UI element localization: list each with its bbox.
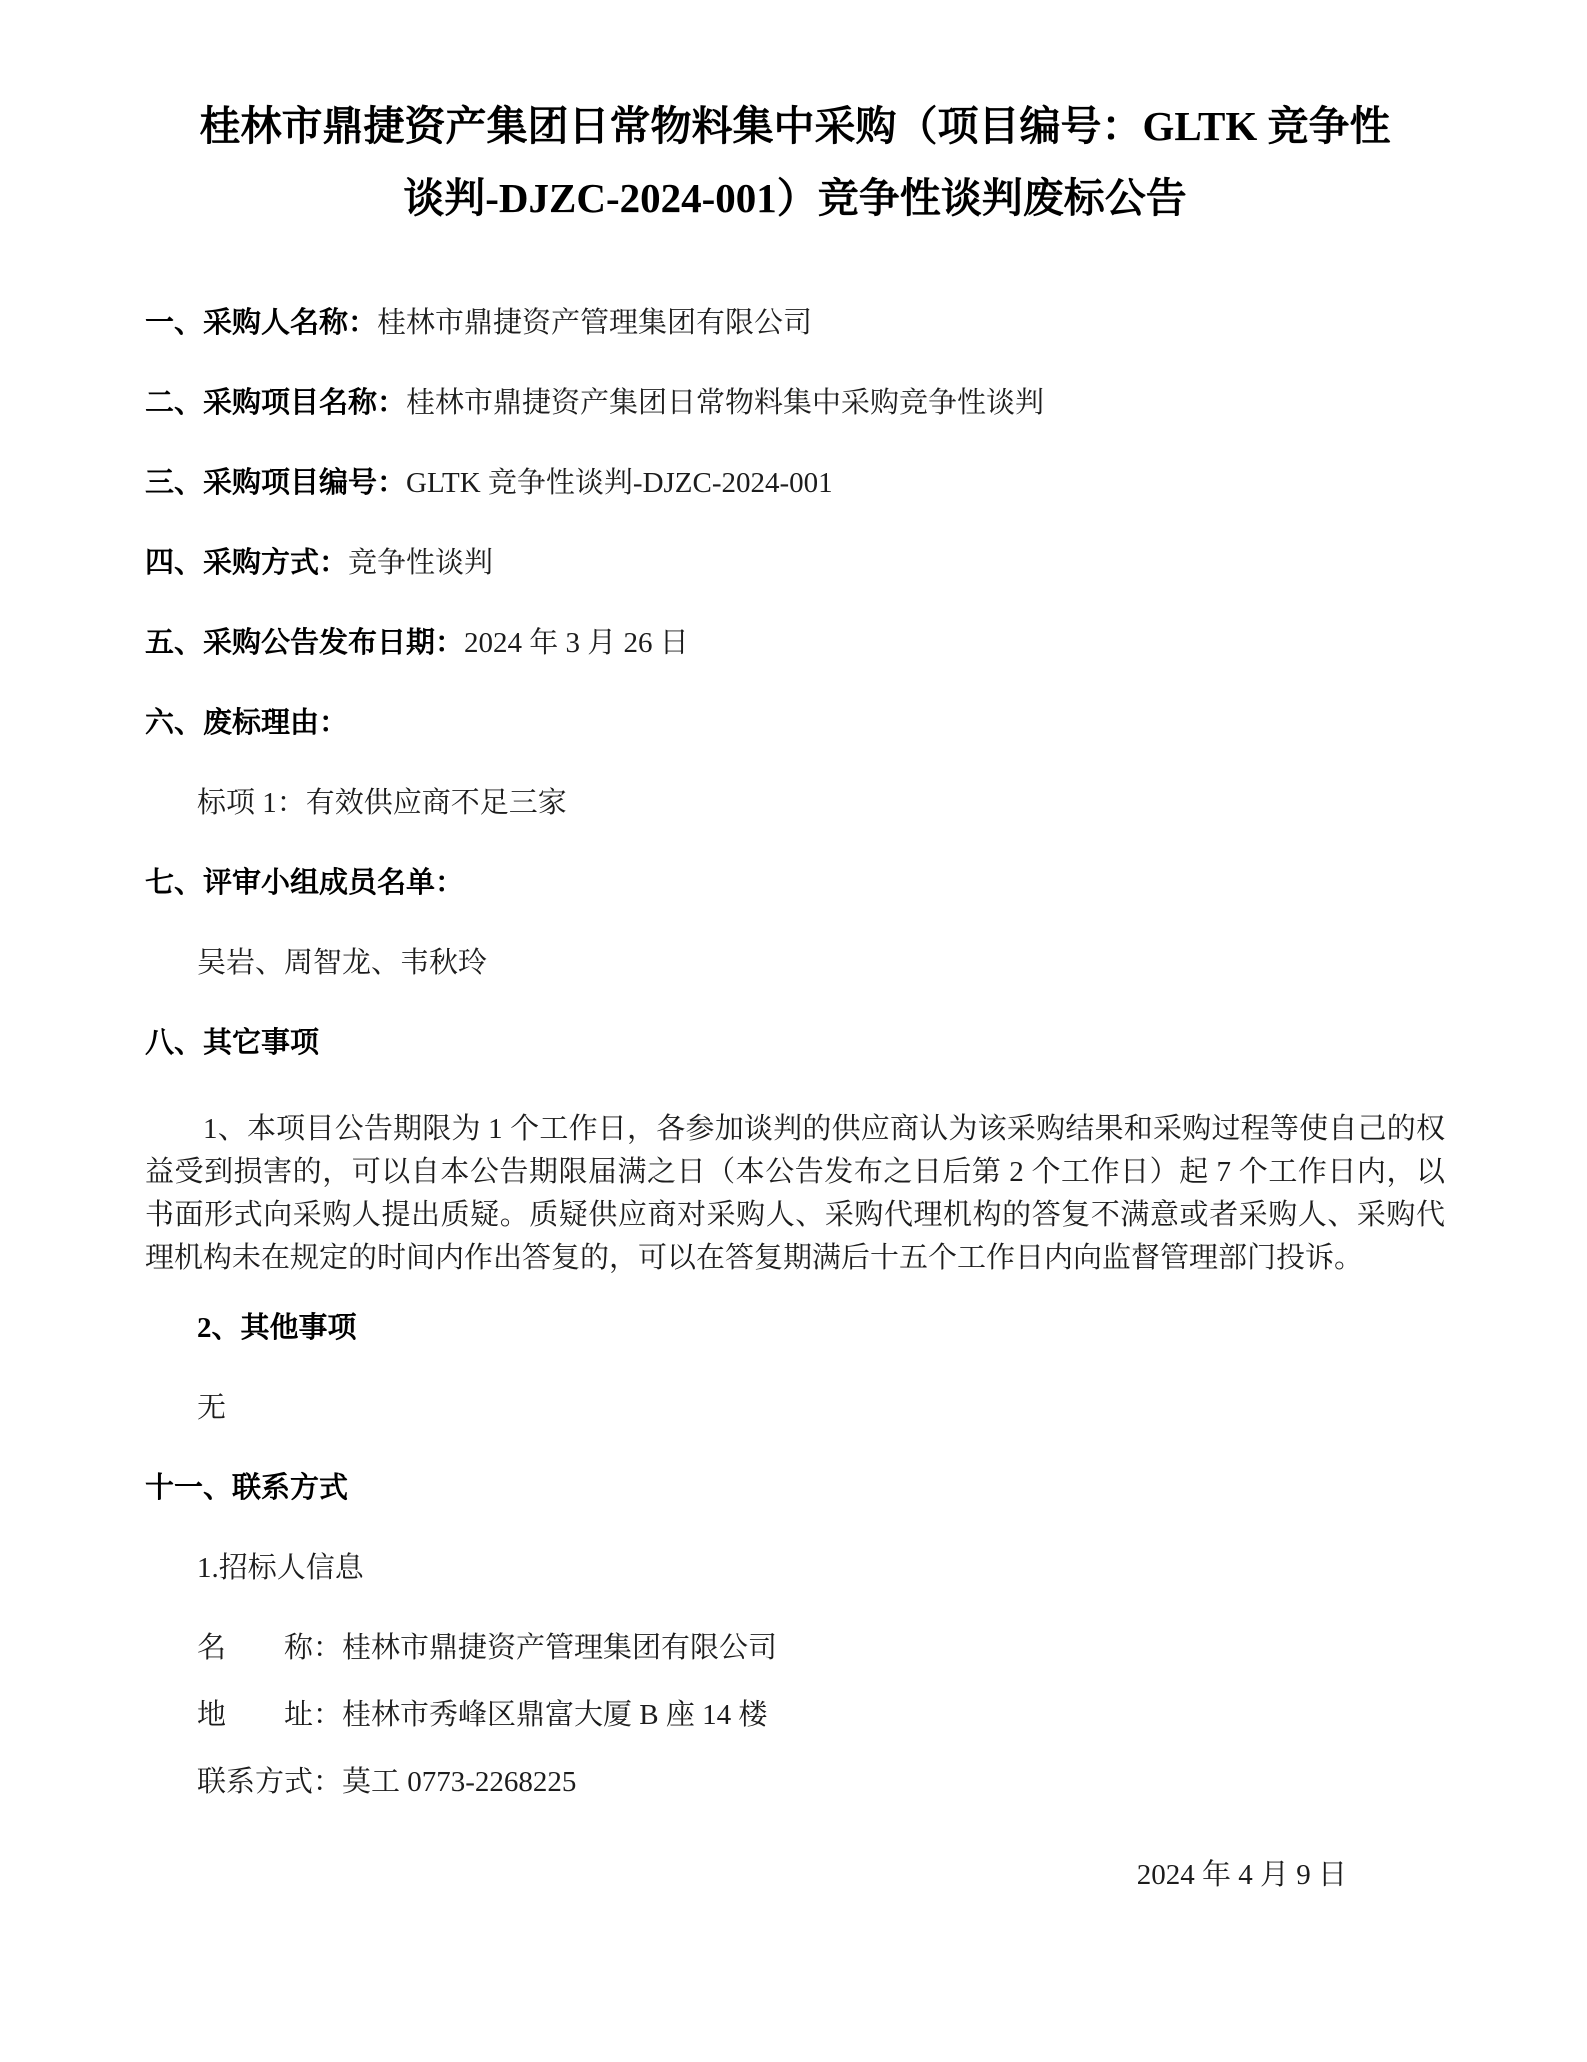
reason-detail: 标项 1：有效供应商不足三家 [197,787,567,819]
contact-address-label: 地 址： [197,1699,343,1731]
field-project-name-label: 二、采购项目名称： [145,387,407,419]
document-date: 2024 年 4 月 9 日 [1136,1859,1347,1891]
field-procurement-method-value: 竞争性谈判 [348,547,494,579]
field-project-number [145,468,1445,499]
document-body [145,308,1445,1891]
field-procurement-method [145,548,1445,579]
section-heading-contact-label: 十一、联系方式 [145,1472,349,1504]
field-purchaser-name-value: 桂林市鼎捷资产管理集团有限公司 [377,307,813,339]
contact-row-phone [145,1767,1445,1798]
field-project-name [145,388,1445,419]
section-heading-reason-label: 六、废标理由： [145,707,349,739]
title-line-1: 桂林市鼎捷资产集团日常物料集中采购（项目编号：GLTK 竞争性 [199,103,1391,149]
field-purchaser-name-label: 一、采购人名称： [145,307,378,339]
section-heading-contact [145,1473,1445,1504]
field-purchaser-name [145,308,1445,339]
field-procurement-method-label: 四、采购方式： [145,547,349,579]
section-heading-panel [145,868,1445,899]
section-heading-other [145,1028,1445,1059]
contact-name-value: 桂林市鼎捷资产管理集团有限公司 [342,1632,778,1664]
field-announcement-date-label: 五、采购公告发布日期： [145,627,465,659]
field-project-name-value: 桂林市鼎捷资产集团日常物料集中采购竞争性谈判 [406,387,1045,419]
contact-sub-heading: 1.招标人信息 [197,1552,364,1584]
contact-address-value: 桂林市秀峰区鼎富大厦 B 座 14 楼 [342,1699,768,1731]
field-announcement-date [145,628,1445,659]
section-heading-other-label: 八、其它事项 [145,1027,320,1059]
section-heading-reason [145,708,1445,739]
document-title [145,90,1445,234]
contact-phone-label: 联系方式： [197,1766,343,1798]
section-heading-panel-label: 七、评审小组成员名单： [145,867,465,899]
field-project-number-label: 三、采购项目编号： [145,467,407,499]
other-sub-heading: 2、其他事项 [197,1312,357,1344]
panel-members: 吴岩、周智龙、韦秋玲 [197,947,488,979]
other-paragraph: 1、本项目公告期限为 1 个工作日，各参加谈判的供应商认为该采购结果和采购过程等使自己的权益受到损害的，可以自本公告期限届满之日（本公告发布之日后第 2 个工作日）起 7 个工作日内，以书面形式向采购人提出质疑。质疑供应商对采购人、采购代理机构的答复不满意或者采购人、采购代理机构未在规定的时间内作出答复的，可以在答复期满后十五个工作日内向监督管理部门投诉。 [145,1113,1445,1274]
contact-name-label: 名 称： [197,1632,343,1664]
title-line-2: 谈判-DJZC-2024-001）竞争性谈判废标公告 [403,175,1187,221]
contact-row-name [145,1633,1445,1664]
contact-row-address [145,1700,1445,1731]
field-project-number-value: GLTK 竞争性谈判-DJZC-2024-001 [406,467,833,499]
field-announcement-date-value: 2024 年 3 月 26 日 [464,627,689,659]
other-sub-value: 无 [197,1392,227,1424]
contact-phone-value: 莫工 0773-2268225 [342,1766,577,1798]
